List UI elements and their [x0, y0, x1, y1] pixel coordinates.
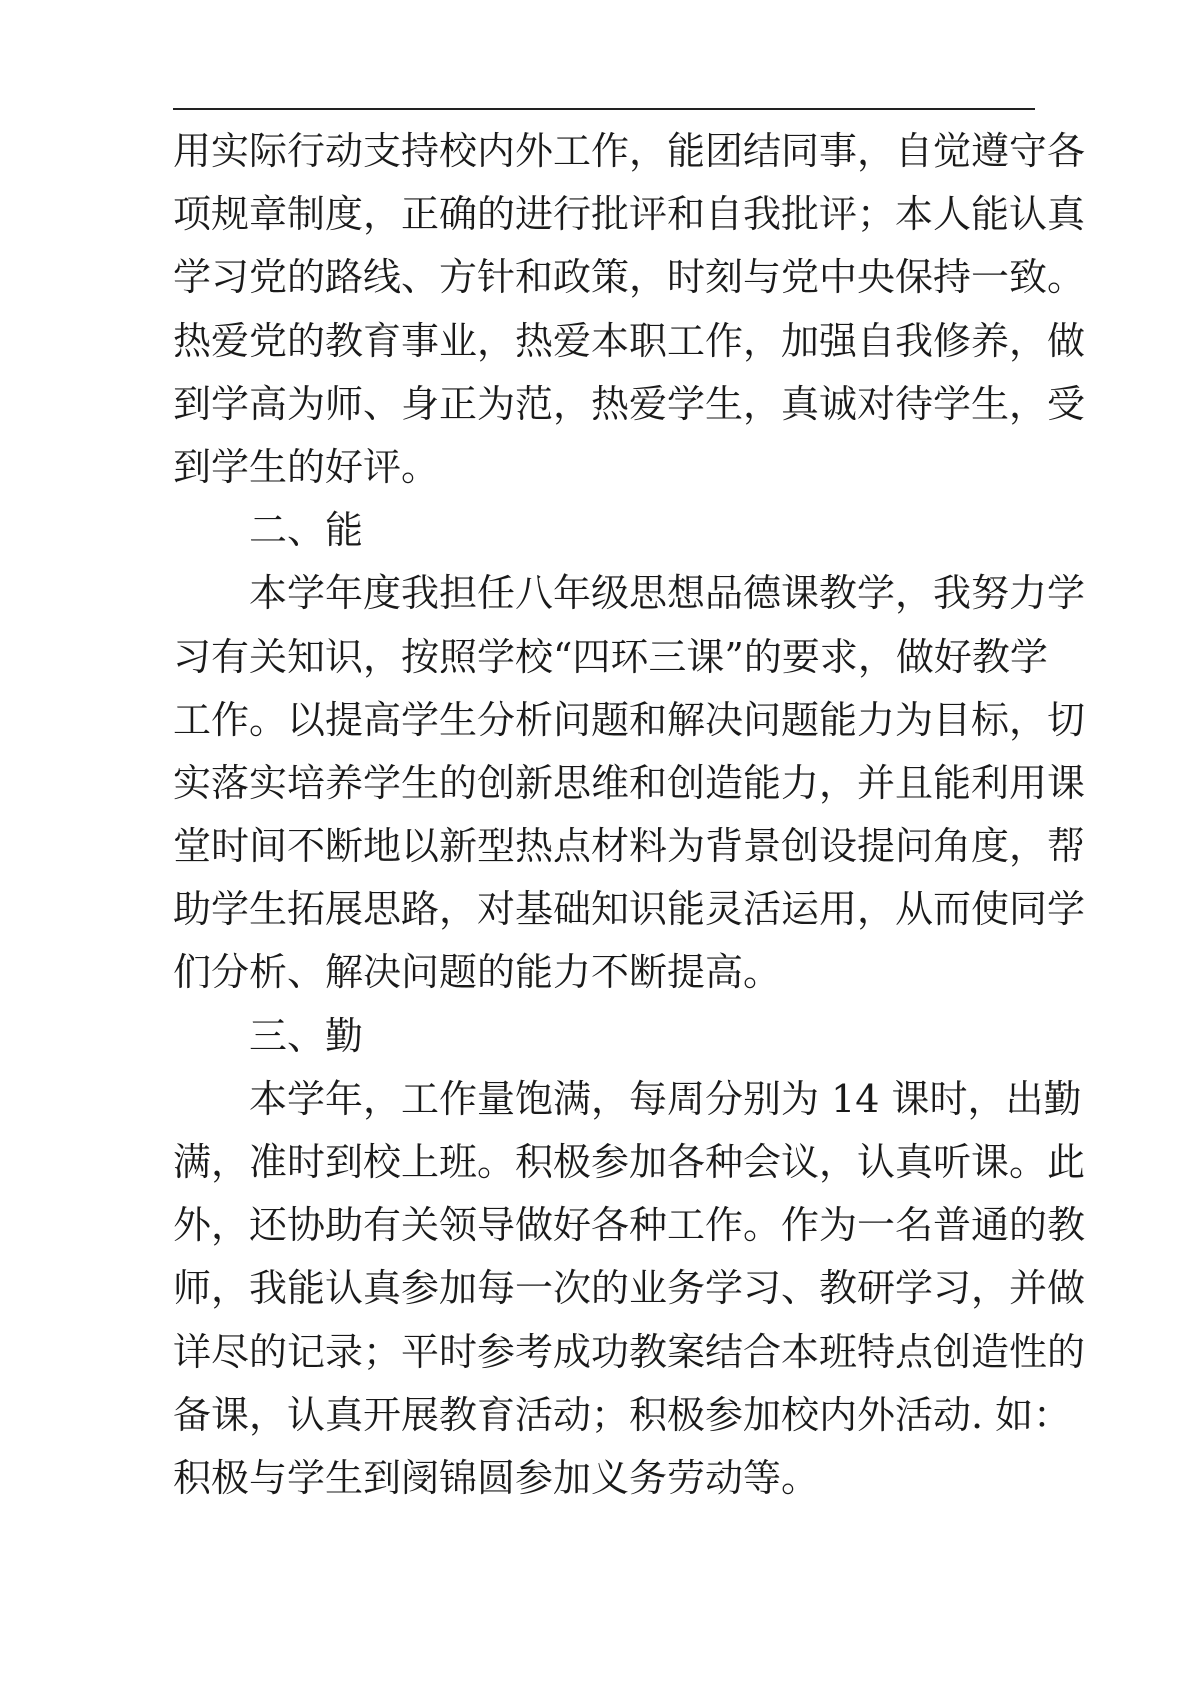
text-line: 习有关知识，按照学校“四环三课”的要求，做好教学 [173, 634, 1048, 679]
text-line: 详尽的记录；平时参考成功教案结合本班特点创造性的 [173, 1329, 1086, 1374]
text-line: 热爱党的教育事业，热爱本职工作，加强自我修养，做 [173, 318, 1086, 363]
header-rule [173, 108, 1035, 110]
text-line: 师，我能认真参加每一次的业务学习、教研学习，并做 [173, 1266, 1086, 1311]
text-line: 本学年，工作量饱满，每周分别为 14 课时，出勤 [249, 1076, 1082, 1121]
text-line: 本学年度我担任八年级思想品德课教学，我努力学 [249, 571, 1086, 616]
text-line: 项规章制度，正确的进行批评和自我批评；本人能认真 [173, 192, 1086, 237]
text-line: 到学生的好评。 [173, 444, 440, 489]
text-line: 实落实培养学生的创新思维和创造能力，并且能利用课 [173, 760, 1086, 805]
text-line: 外，还协助有关领导做好各种工作。作为一名普通的教 [173, 1203, 1086, 1248]
text-line: 到学高为师、身正为范，热爱学生，真诚对待学生，受 [173, 381, 1086, 426]
text-line: 们分析、解决问题的能力不断提高。 [173, 950, 782, 995]
section-heading: 三、勤 [249, 1013, 364, 1058]
text-line: 满，准时到校上班。积极参加各种会议，认真听课。此 [173, 1140, 1086, 1184]
text-line: 学习党的路线、方针和政策，时刻与党中央保持一致。 [173, 255, 1086, 300]
body-text [173, 120, 1086, 1510]
text-line: 助学生拓展思路，对基础知识能灵活运用，从而使同学 [173, 887, 1086, 932]
text-line: 积极与学生到阌锦圆参加义务劳动等。 [173, 1455, 820, 1500]
section-heading: 二、能 [249, 508, 364, 553]
text-line: 工作。以提高学生分析问题和解决问题能力为目标，切 [173, 697, 1086, 742]
text-line: 堂时间不断地以新型热点材料为背景创设提问角度，帮 [173, 824, 1086, 869]
text-line: 用实际行动支持校内外工作，能团结同事，自觉遵守各 [173, 129, 1086, 173]
text-line: 备课，认真开展教育活动；积极参加校内外活动. 如： [173, 1392, 1072, 1437]
